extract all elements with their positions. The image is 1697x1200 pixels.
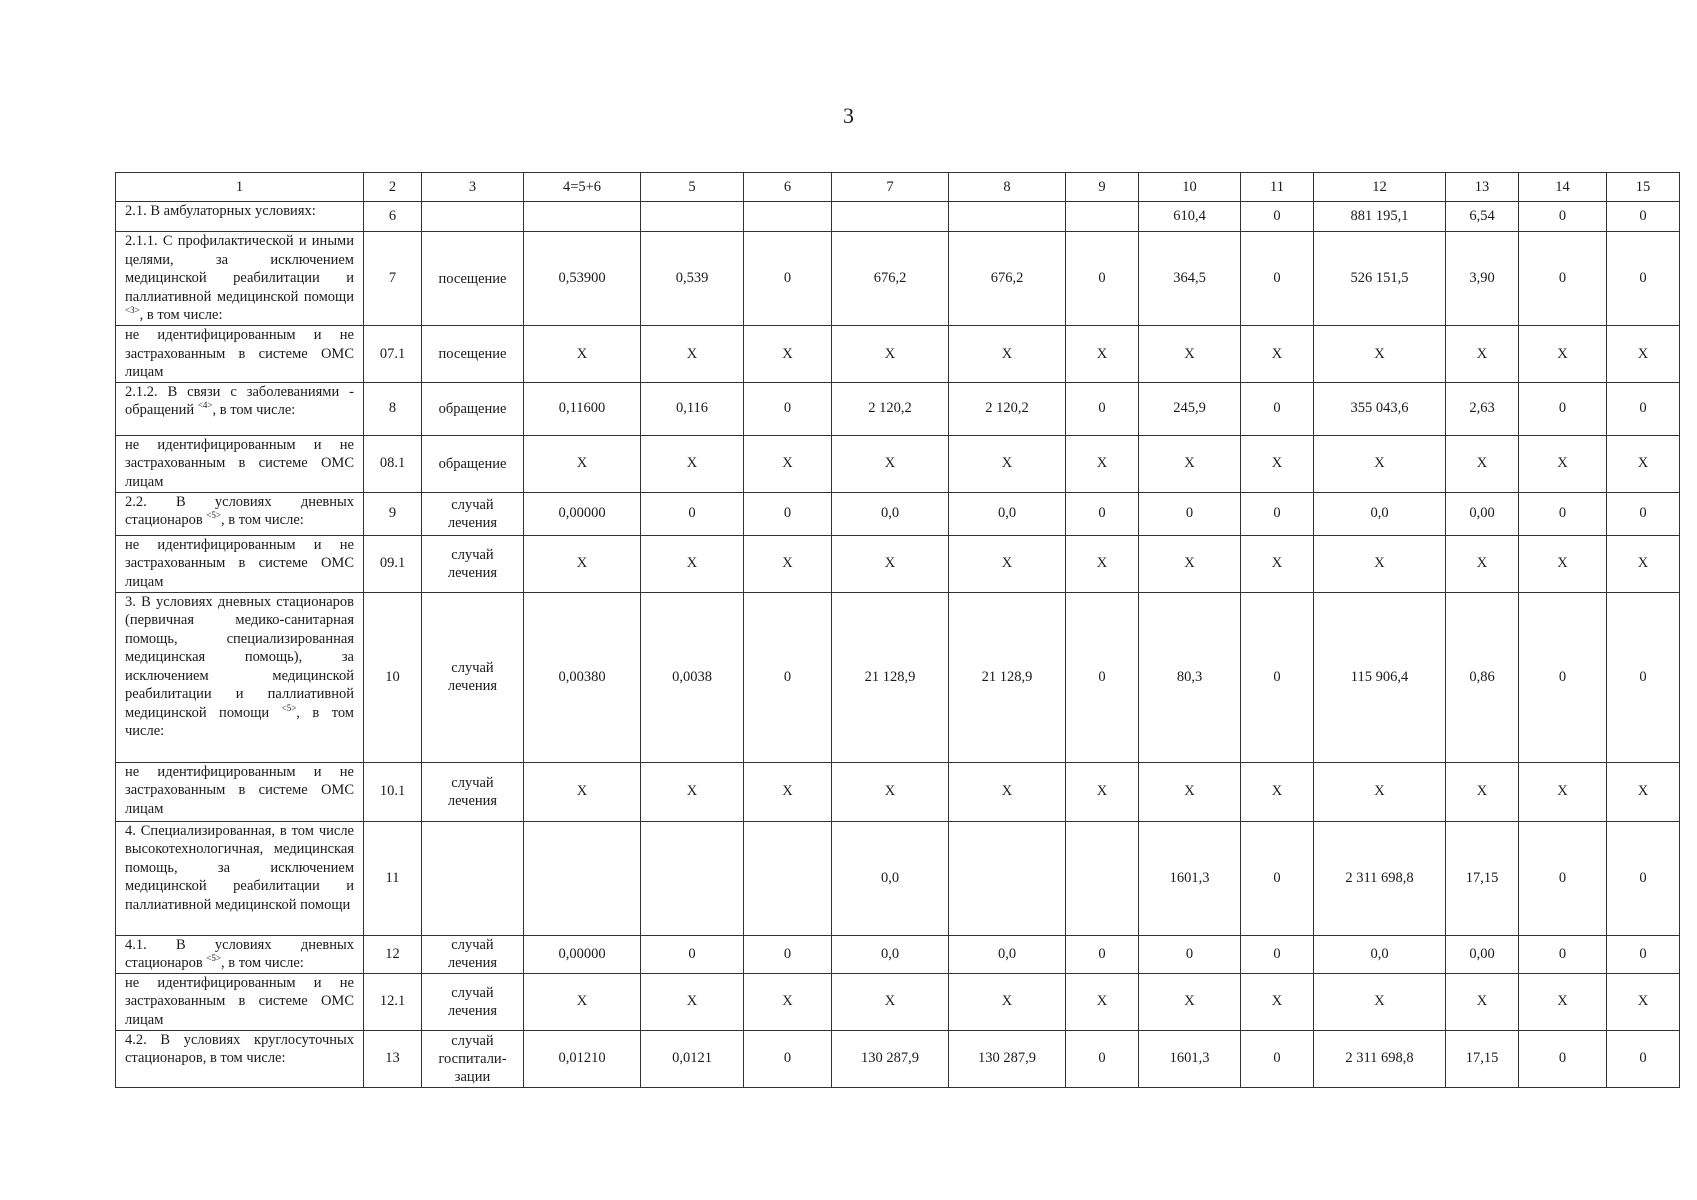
value-cell bbox=[832, 202, 949, 232]
value-cell bbox=[641, 202, 744, 232]
value-cell: X bbox=[949, 535, 1066, 592]
column-number-cell: 8 bbox=[949, 173, 1066, 202]
description-text: , в том числе: bbox=[220, 955, 304, 971]
value-cell: X bbox=[641, 326, 744, 383]
row-description bbox=[116, 382, 364, 435]
value-cell bbox=[1066, 202, 1139, 232]
value-cell: 0,0038 bbox=[641, 592, 744, 762]
value-cell: 2 120,2 bbox=[949, 382, 1066, 435]
description-text: 2.1.2. В связи с заболеваниями - обращений bbox=[125, 383, 354, 418]
value-cell: 0,00000 bbox=[524, 935, 641, 973]
row-description bbox=[116, 973, 364, 1030]
value-cell: 0 bbox=[1139, 492, 1241, 535]
table-row bbox=[116, 821, 1680, 935]
table-row bbox=[116, 492, 1680, 535]
value-cell: X bbox=[1607, 435, 1680, 492]
value-cell bbox=[744, 202, 832, 232]
value-cell: X bbox=[832, 973, 949, 1030]
row-code: 09.1 bbox=[364, 535, 422, 592]
value-cell: 676,2 bbox=[832, 232, 949, 326]
value-cell: 0 bbox=[744, 492, 832, 535]
value-cell: 0 bbox=[1066, 592, 1139, 762]
page-number: 3 bbox=[843, 103, 854, 128]
value-cell: 0 bbox=[1519, 492, 1607, 535]
value-cell: 881 195,1 bbox=[1314, 202, 1446, 232]
value-cell: 0,0 bbox=[832, 935, 949, 973]
value-cell: 1601,3 bbox=[1139, 821, 1241, 935]
value-cell: X bbox=[832, 435, 949, 492]
value-cell: X bbox=[641, 535, 744, 592]
table-row bbox=[116, 973, 1680, 1030]
unit-cell: обращение bbox=[422, 435, 524, 492]
row-code: 10 bbox=[364, 592, 422, 762]
value-cell: X bbox=[641, 762, 744, 821]
description-text: 2.2. В условиях дневных стационаров bbox=[125, 493, 354, 528]
description-text: , в том числе: bbox=[139, 307, 223, 323]
value-cell: X bbox=[1139, 435, 1241, 492]
value-cell: X bbox=[744, 762, 832, 821]
description-text: 2.1.1. С профилактической и иными целями, за исключением медицинской реабилитации и паллиативной медицинской помощи bbox=[125, 233, 354, 305]
value-cell: 0,539 bbox=[641, 232, 744, 326]
column-number-cell: 2 bbox=[364, 173, 422, 202]
row-code: 8 bbox=[364, 382, 422, 435]
value-cell: 6,54 bbox=[1446, 202, 1519, 232]
column-number-cell: 13 bbox=[1446, 173, 1519, 202]
unit-cell: случай госпитали-зации bbox=[422, 1030, 524, 1087]
row-description bbox=[116, 762, 364, 821]
table-row bbox=[116, 382, 1680, 435]
table-row bbox=[116, 326, 1680, 383]
value-cell: X bbox=[1314, 435, 1446, 492]
unit-cell: посещение bbox=[422, 326, 524, 383]
unit-cell: обращение bbox=[422, 382, 524, 435]
description-text: , в том числе: bbox=[125, 704, 354, 739]
value-cell bbox=[524, 821, 641, 935]
description-text: 4. Специализированная, в том числе высокотехнологичная, медицинская помощь, за исключением медицинской реабилитации и паллиативной медицинской помощи bbox=[125, 822, 354, 913]
value-cell bbox=[949, 821, 1066, 935]
value-cell: X bbox=[744, 435, 832, 492]
row-code: 12.1 bbox=[364, 973, 422, 1030]
value-cell: X bbox=[1139, 326, 1241, 383]
value-cell: 17,15 bbox=[1446, 821, 1519, 935]
column-number-cell: 1 bbox=[116, 173, 364, 202]
value-cell: 2 311 698,8 bbox=[1314, 821, 1446, 935]
value-cell: 130 287,9 bbox=[832, 1030, 949, 1087]
value-cell: 0 bbox=[1519, 382, 1607, 435]
value-cell: 0 bbox=[1241, 382, 1314, 435]
row-code: 11 bbox=[364, 821, 422, 935]
value-cell: 355 043,6 bbox=[1314, 382, 1446, 435]
value-cell: X bbox=[1314, 973, 1446, 1030]
row-description bbox=[116, 202, 364, 232]
value-cell: X bbox=[1446, 535, 1519, 592]
value-cell: X bbox=[832, 762, 949, 821]
row-description bbox=[116, 935, 364, 973]
row-code: 10.1 bbox=[364, 762, 422, 821]
data-table bbox=[115, 172, 1680, 1088]
row-description bbox=[116, 435, 364, 492]
row-description bbox=[116, 535, 364, 592]
value-cell: X bbox=[744, 326, 832, 383]
value-cell: X bbox=[1314, 535, 1446, 592]
table-row bbox=[116, 935, 1680, 973]
value-cell: X bbox=[1607, 973, 1680, 1030]
value-cell: X bbox=[1139, 535, 1241, 592]
value-cell: X bbox=[1519, 326, 1607, 383]
value-cell: 115 906,4 bbox=[1314, 592, 1446, 762]
row-description bbox=[116, 492, 364, 535]
value-cell bbox=[1066, 821, 1139, 935]
value-cell: 0 bbox=[1607, 1030, 1680, 1087]
value-cell: 0,00000 bbox=[524, 492, 641, 535]
value-cell bbox=[744, 821, 832, 935]
value-cell: 0 bbox=[1607, 492, 1680, 535]
description-text: не идентифицированным и не застрахованным в системе ОМС лицам bbox=[125, 763, 354, 817]
column-number-cell: 7 bbox=[832, 173, 949, 202]
row-description bbox=[116, 326, 364, 383]
value-cell: X bbox=[1446, 326, 1519, 383]
description-text: не идентифицированным и не застрахованным в системе ОМС лицам bbox=[125, 436, 354, 490]
value-cell: 17,15 bbox=[1446, 1030, 1519, 1087]
value-cell: 0 bbox=[1241, 935, 1314, 973]
value-cell: X bbox=[1519, 535, 1607, 592]
value-cell: X bbox=[1241, 535, 1314, 592]
value-cell: 2,63 bbox=[1446, 382, 1519, 435]
row-description bbox=[116, 592, 364, 762]
value-cell: 0 bbox=[744, 1030, 832, 1087]
value-cell: X bbox=[1446, 762, 1519, 821]
value-cell: 0 bbox=[1066, 382, 1139, 435]
row-code: 12 bbox=[364, 935, 422, 973]
value-cell: 0 bbox=[1519, 232, 1607, 326]
value-cell: 2 120,2 bbox=[832, 382, 949, 435]
value-cell: 364,5 bbox=[1139, 232, 1241, 326]
value-cell: 0 bbox=[1066, 935, 1139, 973]
value-cell: 2 311 698,8 bbox=[1314, 1030, 1446, 1087]
table-row bbox=[116, 535, 1680, 592]
value-cell: 0 bbox=[744, 382, 832, 435]
value-cell: 0 bbox=[1607, 232, 1680, 326]
value-cell: X bbox=[1314, 762, 1446, 821]
value-cell: 0,00 bbox=[1446, 492, 1519, 535]
value-cell: 0 bbox=[1139, 935, 1241, 973]
value-cell: X bbox=[1066, 326, 1139, 383]
value-cell: 0 bbox=[641, 492, 744, 535]
value-cell: 0,0121 bbox=[641, 1030, 744, 1087]
value-cell: X bbox=[1066, 535, 1139, 592]
value-cell: 0 bbox=[1241, 232, 1314, 326]
value-cell: 0 bbox=[1519, 202, 1607, 232]
value-cell: 0 bbox=[1241, 492, 1314, 535]
column-number-cell: 15 bbox=[1607, 173, 1680, 202]
value-cell: X bbox=[1446, 435, 1519, 492]
value-cell: 0 bbox=[1241, 821, 1314, 935]
description-text: 4.1. В условиях дневных стационаров bbox=[125, 936, 354, 971]
value-cell: X bbox=[1139, 762, 1241, 821]
unit-cell bbox=[422, 202, 524, 232]
row-code: 7 bbox=[364, 232, 422, 326]
unit-cell: случай лечения bbox=[422, 973, 524, 1030]
value-cell: X bbox=[1446, 973, 1519, 1030]
unit-cell: случай лечения bbox=[422, 592, 524, 762]
value-cell: X bbox=[641, 973, 744, 1030]
column-number-cell: 4=5+6 bbox=[524, 173, 641, 202]
value-cell bbox=[949, 202, 1066, 232]
description-text: 2.1. В амбулаторных условиях: bbox=[125, 203, 316, 219]
value-cell: 0 bbox=[1519, 1030, 1607, 1087]
description-text: , в том числе: bbox=[220, 512, 304, 528]
value-cell: 0 bbox=[1519, 935, 1607, 973]
description-text: , в том числе: bbox=[212, 402, 296, 418]
value-cell: X bbox=[1607, 535, 1680, 592]
value-cell: X bbox=[1241, 973, 1314, 1030]
description-text: 4.2. В условиях круглосуточных стационаров, в том числе: bbox=[125, 1031, 354, 1066]
value-cell: 526 151,5 bbox=[1314, 232, 1446, 326]
value-cell: 0 bbox=[1066, 492, 1139, 535]
column-number-cell: 14 bbox=[1519, 173, 1607, 202]
value-cell: 0 bbox=[744, 935, 832, 973]
value-cell: X bbox=[1241, 326, 1314, 383]
value-cell: X bbox=[524, 535, 641, 592]
value-cell: 0 bbox=[1241, 592, 1314, 762]
footnote-ref: <5> bbox=[206, 510, 221, 520]
value-cell: 0,0 bbox=[949, 492, 1066, 535]
description-text: не идентифицированным и не застрахованным в системе ОМС лицам bbox=[125, 327, 354, 380]
value-cell: 610,4 bbox=[1139, 202, 1241, 232]
value-cell: X bbox=[1066, 973, 1139, 1030]
value-cell: X bbox=[744, 973, 832, 1030]
unit-cell: посещение bbox=[422, 232, 524, 326]
row-code: 07.1 bbox=[364, 326, 422, 383]
column-number-cell: 9 bbox=[1066, 173, 1139, 202]
value-cell: 3,90 bbox=[1446, 232, 1519, 326]
value-cell: X bbox=[1139, 973, 1241, 1030]
value-cell: 0,86 bbox=[1446, 592, 1519, 762]
value-cell: 0 bbox=[641, 935, 744, 973]
value-cell: 0,00380 bbox=[524, 592, 641, 762]
value-cell: X bbox=[1607, 326, 1680, 383]
unit-cell: случай лечения bbox=[422, 935, 524, 973]
value-cell: 0 bbox=[1607, 382, 1680, 435]
value-cell: 130 287,9 bbox=[949, 1030, 1066, 1087]
row-description bbox=[116, 1030, 364, 1087]
footnote-ref: <5> bbox=[281, 702, 297, 713]
row-description bbox=[116, 821, 364, 935]
table-row bbox=[116, 1030, 1680, 1087]
value-cell: X bbox=[744, 535, 832, 592]
value-cell: 0,0 bbox=[1314, 492, 1446, 535]
value-cell: 0 bbox=[1066, 232, 1139, 326]
footnote-ref: <4> bbox=[197, 400, 213, 410]
value-cell: 245,9 bbox=[1139, 382, 1241, 435]
row-code: 13 bbox=[364, 1030, 422, 1087]
value-cell: 0 bbox=[1519, 592, 1607, 762]
value-cell: X bbox=[1519, 973, 1607, 1030]
value-cell: X bbox=[1066, 435, 1139, 492]
row-code: 9 bbox=[364, 492, 422, 535]
table-row bbox=[116, 435, 1680, 492]
row-description bbox=[116, 232, 364, 326]
value-cell: X bbox=[1314, 326, 1446, 383]
value-cell: 0 bbox=[1066, 1030, 1139, 1087]
value-cell: 0,01210 bbox=[524, 1030, 641, 1087]
row-code: 08.1 bbox=[364, 435, 422, 492]
value-cell: X bbox=[524, 435, 641, 492]
value-cell: X bbox=[641, 435, 744, 492]
description-text: не идентифицированным и не застрахованным в системе ОМС лицам bbox=[125, 536, 354, 590]
table-row bbox=[116, 202, 1680, 232]
value-cell: X bbox=[1519, 435, 1607, 492]
row-code: 6 bbox=[364, 202, 422, 232]
value-cell: 0 bbox=[1241, 1030, 1314, 1087]
footnote-ref: <3> bbox=[125, 305, 140, 315]
value-cell: 0 bbox=[1607, 821, 1680, 935]
value-cell: 0,53900 bbox=[524, 232, 641, 326]
value-cell: X bbox=[524, 973, 641, 1030]
value-cell: 80,3 bbox=[1139, 592, 1241, 762]
column-number-cell: 12 bbox=[1314, 173, 1446, 202]
value-cell: 21 128,9 bbox=[949, 592, 1066, 762]
unit-cell: случай лечения bbox=[422, 492, 524, 535]
value-cell: 0 bbox=[744, 232, 832, 326]
value-cell: 0 bbox=[1607, 592, 1680, 762]
unit-cell bbox=[422, 821, 524, 935]
column-number-cell: 5 bbox=[641, 173, 744, 202]
table-row bbox=[116, 232, 1680, 326]
value-cell: X bbox=[1519, 762, 1607, 821]
value-cell: 0,0 bbox=[949, 935, 1066, 973]
value-cell bbox=[524, 202, 641, 232]
description-text: 3. В условиях дневных стационаров (первичная медико-санитарная помощь, специализированная медицинская помощь), за исключением медицинской реабилитации и паллиативной медицинской помощи bbox=[125, 593, 354, 721]
value-cell: X bbox=[832, 535, 949, 592]
value-cell: 0 bbox=[1607, 202, 1680, 232]
value-cell: X bbox=[1607, 762, 1680, 821]
value-cell: 1601,3 bbox=[1139, 1030, 1241, 1087]
value-cell bbox=[641, 821, 744, 935]
table-row bbox=[116, 762, 1680, 821]
column-number-cell: 6 bbox=[744, 173, 832, 202]
value-cell: 0 bbox=[744, 592, 832, 762]
column-number-cell: 3 bbox=[422, 173, 524, 202]
value-cell: X bbox=[1241, 435, 1314, 492]
value-cell: 0,116 bbox=[641, 382, 744, 435]
value-cell: 0,0 bbox=[1314, 935, 1446, 973]
value-cell: 0,0 bbox=[832, 492, 949, 535]
value-cell: X bbox=[832, 326, 949, 383]
value-cell: 0 bbox=[1607, 935, 1680, 973]
value-cell: X bbox=[949, 435, 1066, 492]
value-cell: 0 bbox=[1519, 821, 1607, 935]
value-cell: 676,2 bbox=[949, 232, 1066, 326]
value-cell: X bbox=[949, 326, 1066, 383]
value-cell: X bbox=[949, 762, 1066, 821]
value-cell: 21 128,9 bbox=[832, 592, 949, 762]
value-cell: 0,0 bbox=[832, 821, 949, 935]
description-text: не идентифицированным и не застрахованным в системе ОМС лицам bbox=[125, 974, 354, 1028]
value-cell: 0,11600 bbox=[524, 382, 641, 435]
value-cell: 0 bbox=[1241, 202, 1314, 232]
column-number-row bbox=[116, 173, 1680, 202]
value-cell: X bbox=[949, 973, 1066, 1030]
unit-cell: случай лечения bbox=[422, 535, 524, 592]
value-cell: 0,00 bbox=[1446, 935, 1519, 973]
unit-cell: случай лечения bbox=[422, 762, 524, 821]
value-cell: X bbox=[524, 326, 641, 383]
column-number-cell: 11 bbox=[1241, 173, 1314, 202]
value-cell: X bbox=[524, 762, 641, 821]
footnote-ref: <5> bbox=[206, 953, 221, 963]
value-cell: X bbox=[1241, 762, 1314, 821]
value-cell: X bbox=[1066, 762, 1139, 821]
column-number-cell: 10 bbox=[1139, 173, 1241, 202]
table-row bbox=[116, 592, 1680, 762]
